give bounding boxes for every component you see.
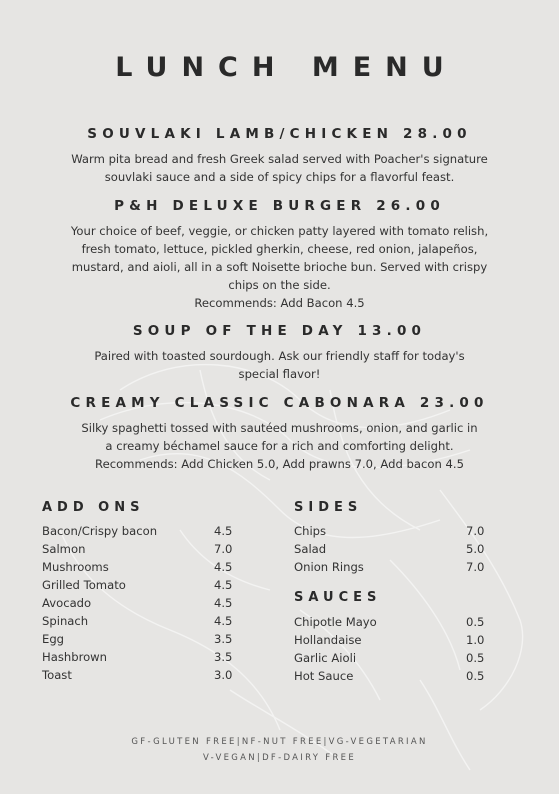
menu-item-price: 4.5 <box>214 614 233 628</box>
dish-description <box>30 222 529 312</box>
menu-item-row <box>42 594 244 612</box>
dish-description-line: mustard, and aioli, all in a soft Noisette brioche bun. Served with crispy <box>71 260 488 274</box>
dish-burger <box>30 198 529 312</box>
menu-item-price: 4.5 <box>214 524 233 538</box>
menu-item-name: Hollandaise <box>294 633 362 647</box>
menu-item-price: 7.0 <box>466 524 485 538</box>
menu-item-price: 7.0 <box>466 560 485 574</box>
menu-title: LUNCH MENU <box>115 52 458 83</box>
menu-item-name: Spinach <box>42 614 89 628</box>
dish-description-line: Warm pita bread and fresh Greek salad served with Poacher's signature <box>71 152 488 166</box>
dish-title: SOUP OF THE DAY 13.00 <box>132 323 427 339</box>
menu-item-price: 0.5 <box>466 615 485 629</box>
menu-item-row <box>294 558 496 576</box>
dish-description-line: fresh tomato, lettuce, pickled gherkin, cheese, red onion, jalapeños, <box>81 242 478 256</box>
dietary-legend-line-1: GF-GLUTEN FREE|NF-NUT FREE|VG-VEGETARIAN <box>131 737 428 747</box>
menu-item-name: Grilled Tomato <box>42 578 126 592</box>
menu-item-name: Avocado <box>42 596 92 610</box>
dish-title: CREAMY CLASSIC CABONARA 23.00 <box>70 395 489 411</box>
menu-item-row <box>294 649 496 667</box>
dish-description-line: special flavor! <box>238 367 321 381</box>
dish-description <box>30 347 529 383</box>
menu-item-price: 0.5 <box>466 669 485 683</box>
dish-description-line: souvlaki sauce and a side of spicy chips for a flavorful feast. <box>104 170 455 184</box>
dish-description-line: a creamy béchamel sauce for a rich and comforting delight. <box>105 439 454 453</box>
menu-item-name: Hot Sauce <box>294 669 354 683</box>
dish-souvlaki <box>30 126 529 186</box>
dish-soup <box>30 323 529 383</box>
menu-item-row <box>294 522 496 540</box>
menu-item-row <box>42 666 244 684</box>
menu-item-name: Hashbrown <box>42 650 108 664</box>
dish-recommendation: Recommends: Add Bacon 4.5 <box>194 296 365 310</box>
menu-item-price: 3.0 <box>214 668 233 682</box>
menu-item-row <box>42 576 244 594</box>
menu-item-row <box>42 540 244 558</box>
menu-item-price: 4.5 <box>214 560 233 574</box>
menu-item-price: 3.5 <box>214 632 233 646</box>
dish-recommendation: Recommends: Add Chicken 5.0, Add prawns 7.0, Add bacon 4.5 <box>95 457 464 471</box>
menu-item-row <box>294 540 496 558</box>
menu-item-name: Chipotle Mayo <box>294 615 377 629</box>
sauces-title: SAUCES <box>294 590 382 605</box>
menu-item-name: Salmon <box>42 542 86 556</box>
menu-item-row <box>42 648 244 666</box>
dish-title: P&H DELUXE BURGER 26.00 <box>114 198 445 214</box>
dish-description-line: Paired with toasted sourdough. Ask our friendly staff for today's <box>94 349 465 363</box>
menu-item-row <box>42 630 244 648</box>
dish-description-line: Your choice of beef, veggie, or chicken patty layered with tomato relish, <box>70 224 489 238</box>
dish-description-line: chips on the side. <box>228 278 331 292</box>
dish-carbonara <box>30 395 529 473</box>
menu-item-price: 4.5 <box>214 596 233 610</box>
menu-item-row <box>42 612 244 630</box>
sides-title: SIDES <box>294 500 363 515</box>
menu-item-price: 5.0 <box>466 542 485 556</box>
menu-item-name: Salad <box>294 542 327 556</box>
menu-item-name: Mushrooms <box>42 560 109 574</box>
menu-item-row <box>42 522 244 540</box>
menu-item-row <box>294 631 496 649</box>
menu-item-name: Chips <box>294 524 327 538</box>
dish-title: SOUVLAKI LAMB/CHICKEN 28.00 <box>87 126 472 142</box>
menu-item-name: Toast <box>42 668 72 682</box>
menu-item-name: Onion Rings <box>294 560 364 574</box>
menu-item-name: Bacon/Crispy bacon <box>42 524 158 538</box>
menu-item-row <box>42 558 244 576</box>
menu-item-price: 4.5 <box>214 578 233 592</box>
dish-description-line: Silky spaghetti tossed with sautéed mushrooms, onion, and garlic in <box>81 421 478 435</box>
dish-description <box>30 419 529 473</box>
menu-item-row <box>294 667 496 685</box>
menu-item-price: 1.0 <box>466 633 485 647</box>
add-ons-title: ADD ONS <box>42 500 145 515</box>
dietary-legend-line-2: V-VEGAN|DF-DAIRY FREE <box>202 753 356 763</box>
menu-item-price: 3.5 <box>214 650 233 664</box>
menu-item-price: 0.5 <box>466 651 485 665</box>
menu-item-row <box>294 613 496 631</box>
dish-description <box>30 150 529 186</box>
menu-item-name: Garlic Aioli <box>294 651 357 665</box>
menu-item-name: Egg <box>42 632 65 646</box>
menu-item-price: 7.0 <box>214 542 233 556</box>
